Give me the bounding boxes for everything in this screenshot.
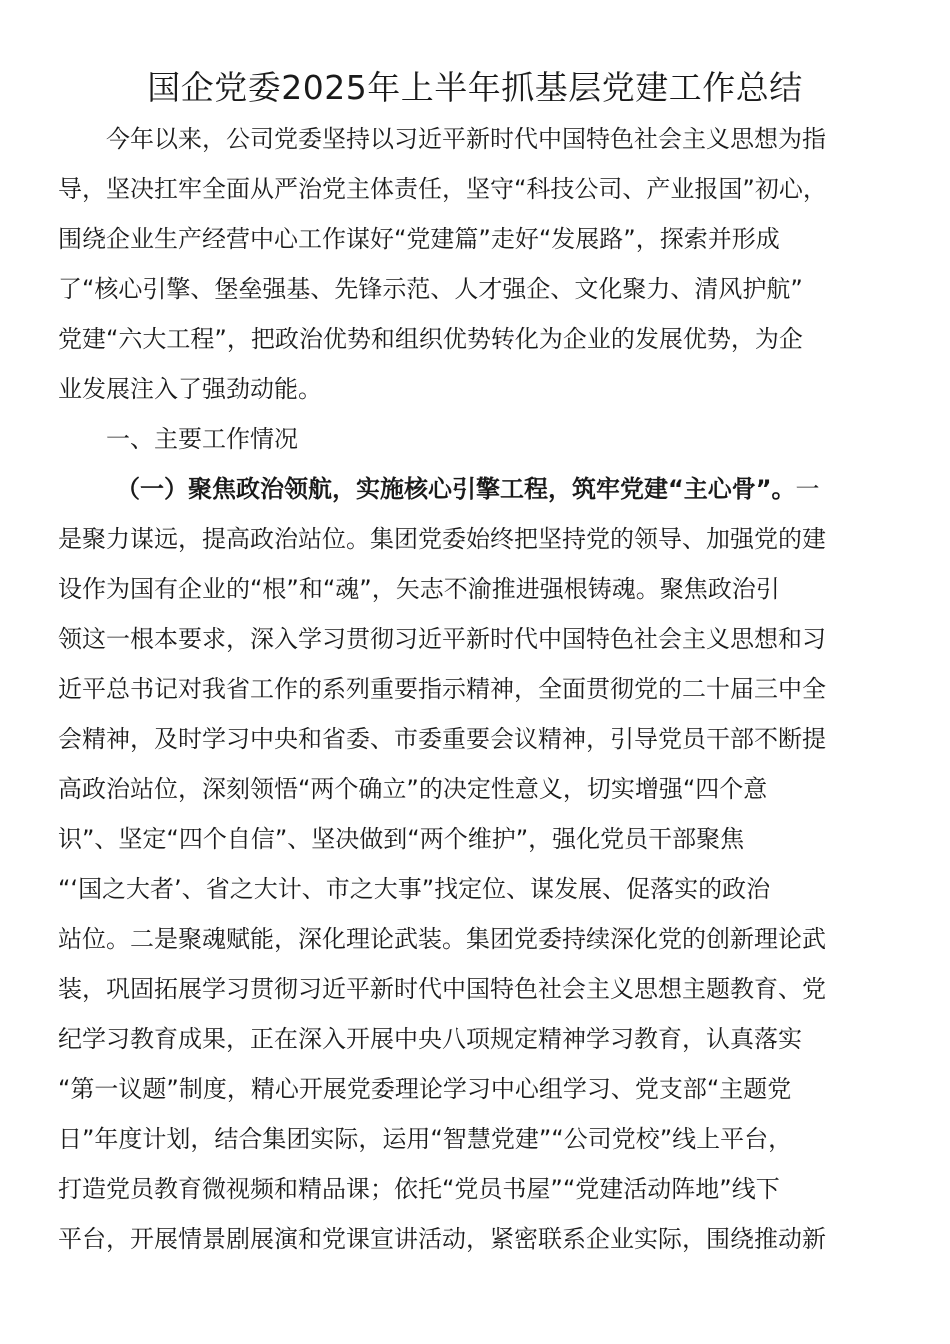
body-line: 高政治站位，深刻领悟“两个确立”的决定性意义，切实增强“四个意 (58, 775, 768, 803)
subsection-line (58, 464, 898, 514)
intro-line: 党建“六大工程”，把政治优势和组织优势转化为企业的发展优势，为企 (58, 325, 803, 353)
body-line: “第一议题”制度，精心开展党委理论学习中心组学习、党支部“主题党 (58, 1075, 792, 1103)
subsection-heading: （一）聚焦政治领航，实施核心引擎工程，筑牢党建“主心骨”。 (116, 475, 796, 503)
intro-line: 业发展注入了强劲动能。 (58, 375, 322, 403)
body-line: 领这一根本要求，深入学习贯彻习近平新时代中国特色社会主义思想和习 (58, 625, 826, 653)
body-line: 识”、坚定“四个自信”、坚决做到“两个维护”，强化党员干部聚焦 (58, 825, 745, 853)
intro-line: 导，坚决扛牢全面从严治党主体责任，坚守“科技公司、产业报国”初心， (58, 175, 827, 203)
intro-line: 了“核心引擎、堡垒强基、先锋示范、人才强企、文化聚力、清风护航” (58, 275, 803, 303)
body-line: 平台，开展情景剧展演和党课宣讲活动，紧密联系企业实际，围绕推动新 (58, 1225, 826, 1253)
body-line: 近平总书记对我省工作的系列重要指示精神，全面贯彻党的二十届三中全 (58, 675, 826, 703)
body-line: “‘国之大者’、省之大计、市之大事”找定位、谋发展、促落实的政治 (58, 875, 771, 903)
document-body (58, 114, 898, 1264)
intro-line: 围绕企业生产经营中心工作谋好“党建篇”走好“发展路”，探索并形成 (58, 225, 780, 253)
body-line: 纪学习教育成果，正在深入开展中央八项规定精神学习教育，认真落实 (58, 1025, 802, 1053)
body-line: 是聚力谋远，提高政治站位。集团党委始终把坚持党的领导、加强党的建 (58, 525, 826, 553)
section-heading: 一、主要工作情况 (106, 425, 298, 453)
body-line: 打造党员教育微视频和精品课；依托“党员书屋”“党建活动阵地”线下 (58, 1175, 780, 1203)
body-line: 会精神，及时学习中央和省委、市委重要会议精神，引导党员干部不断提 (58, 725, 826, 753)
body-line: 装，巩固拓展学习贯彻习近平新时代中国特色社会主义思想主题教育、党 (58, 975, 826, 1003)
intro-line: 今年以来，公司党委坚持以习近平新时代中国特色社会主义思想为指 (106, 125, 826, 153)
body-line: 设作为国有企业的“根”和“魂”，矢志不渝推进强根铸魂。聚焦政治引 (58, 575, 780, 603)
body-line: 站位。二是聚魂赋能，深化理论武装。集团党委持续深化党的创新理论武 (58, 925, 826, 953)
subsection-tail: 一 (795, 475, 820, 503)
document-title: 国企党委2025年上半年抓基层党建工作总结 (147, 68, 803, 107)
body-line: 日”年度计划，结合集团实际，运用“智慧党建”“公司党校”线上平台， (58, 1125, 793, 1153)
